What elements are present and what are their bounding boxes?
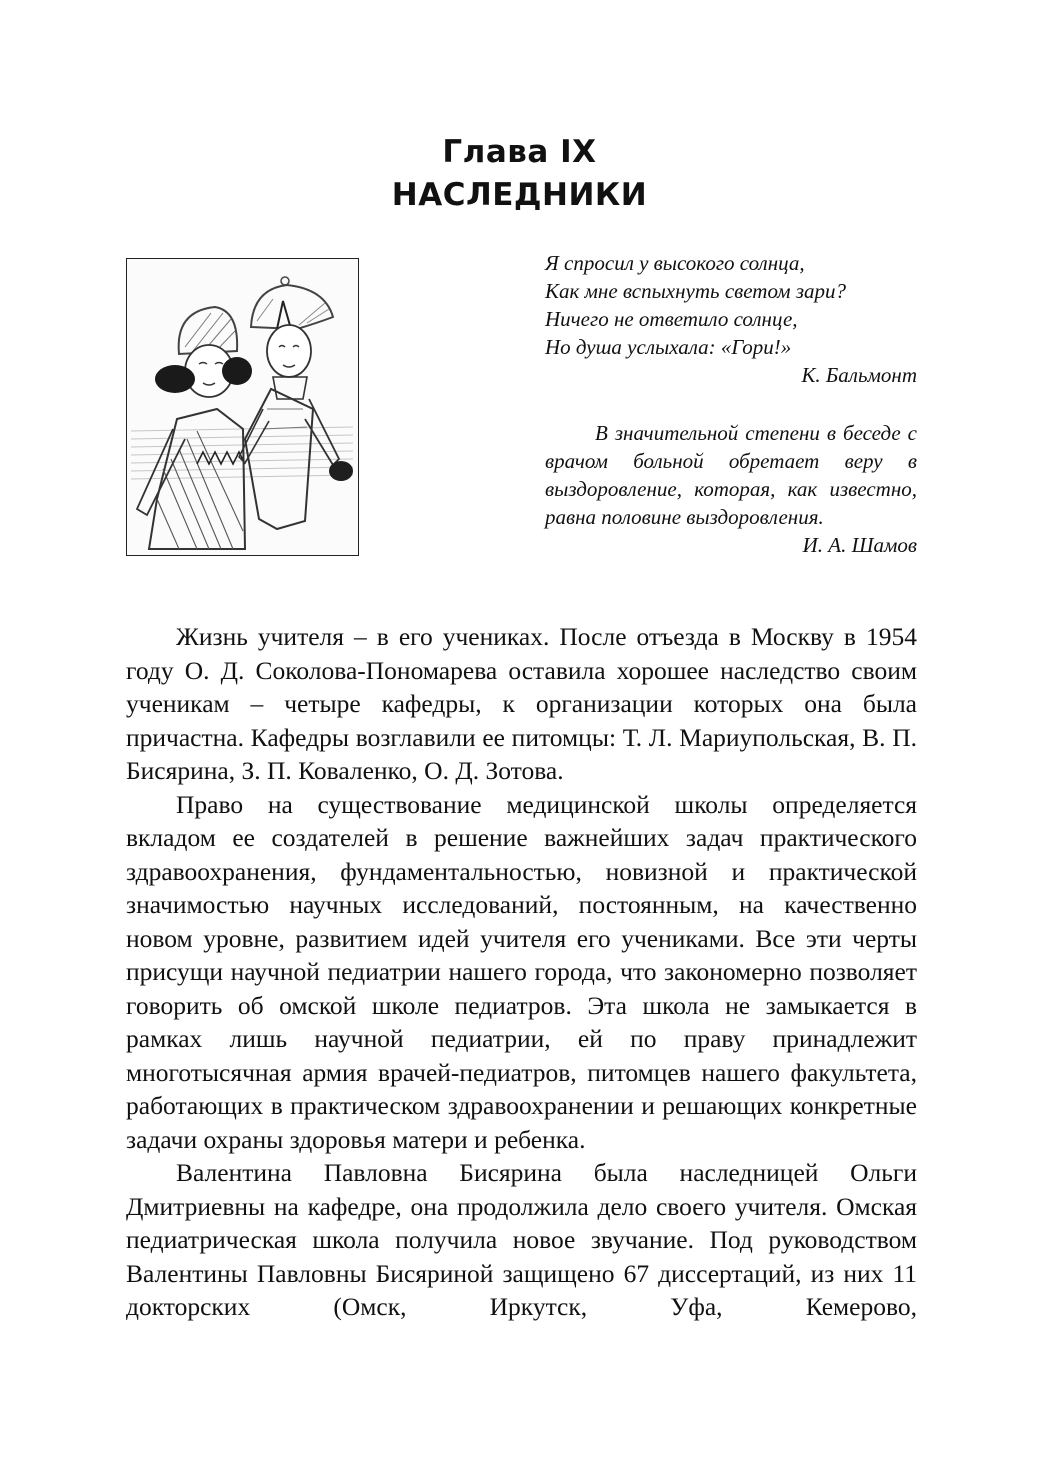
poem-line: Как мне вспыхнуть светом зари? [545,279,847,303]
child-drawing-image [126,258,359,556]
body-text [126,620,917,1324]
quote-text: В значительной степени в беседе с врачом больной обретает веру в выздоровление, которая, как известно, равна половине выздоровления. [545,421,917,529]
poem-line: Но душа услыхала: «Гори!» [545,335,792,359]
poem-line: Ничего не ответило солнце, [545,307,798,331]
chapter-title: НАСЛЕДНИКИ [391,177,648,213]
paragraph: Жизнь учителя – в его учениках. После отъезда в Москву в 1954 году О. Д. Соколова-Пономарева оставила хорошее наследство своим ученикам – четыре кафедры, к организации которых она была причастна. Кафедры возглавили ее питомцы: Т. Л. Мариупольская, В. П. Бисярина, З. П. Коваленко, О. Д. Зотова. [126,622,917,785]
poem-author: К. Бальмонт [801,363,917,387]
epigraph-poem [545,249,917,389]
poem-line: Я спросил у высокого солнца, [545,251,805,275]
chapter-number: Глава IX [442,134,597,170]
paragraph: Валентина Павловна Бисярина была наследницей Ольги Дмитриевны на кафедре, она продолжила дело своего учителя. Омская педиатрическая школа получила новое звучание. Под руководством Валентины Павловны Бисяриной защищено 67 диссертаций, из них 11 докторских (Омск, Иркутск, Уфа, Кемерово, [126,1158,917,1321]
epigraph-quote [545,419,917,559]
quote-author: И. А. Шамов [802,533,917,557]
paragraph: Право на существование медицинской школы определяется вкладом ее создателей в решение важнейших задач практического здравоохранения, фундаментальностью, новизной и практической значимостью научных исследований, постоянным, на качественно новом уровне, развитием идей учителя его учениками. Все эти черты присущи научной педиатрии нашего города, что закономерно позволяет говорить об омской школе педиатров. Эта школа не замыкается в рамках лишь научной педиатрии, ей по праву принадлежит многотысячная армия врачей-педиатров, питомцев нашего факультета, работающих в практическом здравоохранении и решающих конкретные задачи охраны здоровья матери и ребенка. [126,789,917,1154]
